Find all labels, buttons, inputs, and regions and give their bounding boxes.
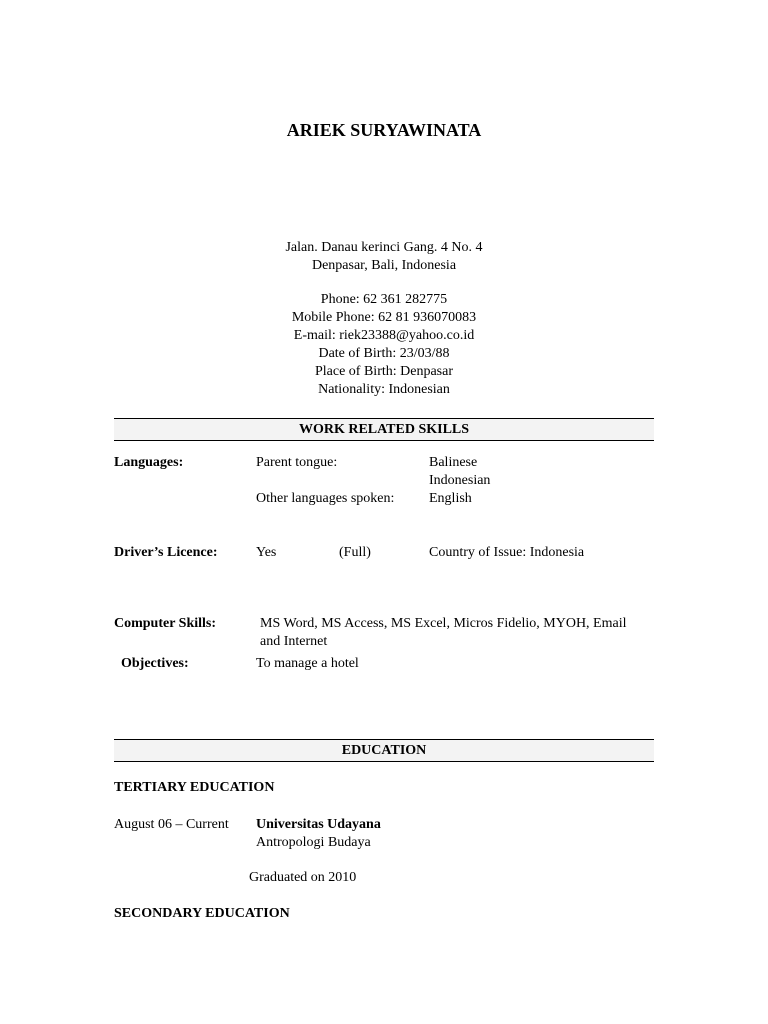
phone: Phone: 62 361 282775 [320, 292, 448, 307]
tertiary-education-heading: TERTIARY EDUCATION [114, 780, 275, 795]
drivers-licence-label: Driver’s Licence: [114, 545, 218, 560]
computer-skills-line-2: and Internet [260, 634, 328, 649]
mobile-phone: Mobile Phone: 62 81 936070083 [291, 310, 477, 325]
other-languages-value: English [429, 491, 472, 506]
place-of-birth: Place of Birth: Denpasar [314, 364, 453, 379]
work-skills-section-header: WORK RELATED SKILLS [114, 418, 654, 441]
drivers-licence-yes: Yes [256, 545, 277, 560]
drivers-licence-type: (Full) [339, 545, 371, 560]
address-line-1: Jalan. Danau kerinci Gang. 4 No. 4 [285, 240, 483, 255]
date-of-birth: Date of Birth: 23/03/88 [318, 346, 450, 361]
email: E-mail: riek23388@yahoo.co.id [293, 328, 475, 343]
objectives-label: Objectives: [121, 656, 189, 671]
computer-skills-label: Computer Skills: [114, 616, 217, 631]
parent-tongue-label: Parent tongue: [256, 455, 338, 470]
tertiary-program: Antropologi Budaya [256, 835, 371, 850]
parent-tongue-value-2: Indonesian [429, 473, 491, 488]
resume-name: ARIEK SURYAWINATA [286, 120, 482, 140]
tertiary-dates: August 06 – Current [114, 817, 229, 832]
contact-spacer [0, 275, 768, 291]
objectives-value: To manage a hotel [256, 656, 359, 671]
tertiary-graduated: Graduated on 2010 [249, 870, 357, 885]
computer-skills-line-1: MS Word, MS Access, MS Excel, Micros Fidelio, MYOH, Email [260, 616, 627, 631]
education-section-header: EDUCATION [114, 739, 654, 762]
contact-block [0, 239, 768, 399]
nationality: Nationality: Indonesian [318, 382, 450, 397]
address-line-2: Denpasar, Bali, Indonesia [311, 258, 457, 273]
drivers-licence-country: Country of Issue: Indonesia [429, 545, 585, 560]
secondary-education-heading: SECONDARY EDUCATION [114, 906, 290, 921]
tertiary-school: Universitas Udayana [256, 817, 381, 832]
other-languages-label: Other languages spoken: [256, 491, 395, 506]
parent-tongue-value-1: Balinese [429, 455, 478, 470]
languages-label: Languages: [114, 455, 184, 470]
